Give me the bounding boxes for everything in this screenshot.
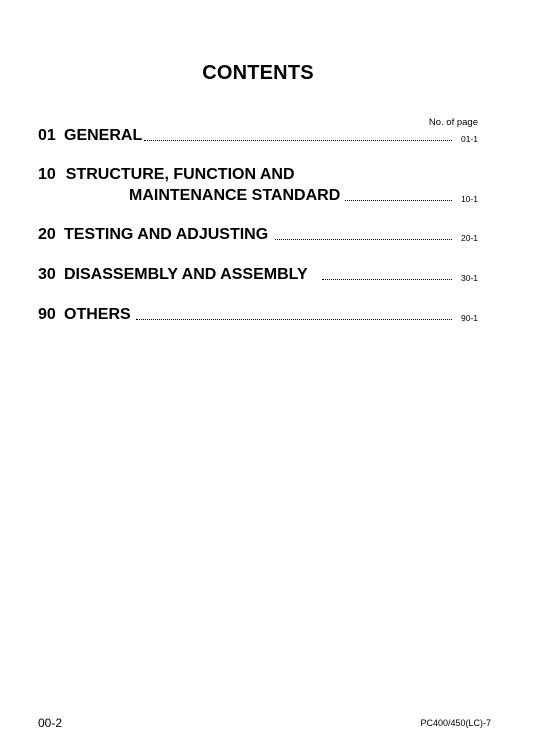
dot-leader: [322, 279, 452, 280]
toc-entry-label: DISASSEMBLY AND ASSEMBLY: [64, 266, 308, 283]
toc-entry-number: 30: [38, 266, 56, 283]
dot-leader: [345, 200, 452, 201]
page-column-header: No. of page: [428, 117, 478, 128]
dot-leader: [275, 239, 452, 240]
toc-entry-number: 01: [38, 127, 56, 144]
toc-entry-label: TESTING AND ADJUSTING: [64, 226, 269, 243]
footer-model: PC400/450(LC)-7: [420, 718, 491, 728]
footer-page-number: 00-2: [38, 716, 63, 730]
toc-entry-page: 90-1: [460, 313, 478, 323]
page-title: CONTENTS: [202, 62, 314, 84]
toc-entry-label: STRUCTURE, FUNCTION AND: [65, 166, 295, 183]
toc-entry-others[interactable]: [38, 305, 478, 325]
toc-entry-structure-line1[interactable]: [38, 165, 295, 185]
toc-entry-page: 20-1: [460, 233, 478, 243]
toc-entry-disassembly[interactable]: [38, 265, 478, 285]
toc-entry-testing[interactable]: [38, 225, 478, 245]
dot-leader: [144, 140, 452, 141]
toc-entry-label: MAINTENANCE STANDARD: [129, 187, 341, 204]
toc-entry-label: OTHERS: [64, 306, 131, 323]
toc-entry-number: 90: [38, 306, 56, 323]
toc-entry-general[interactable]: [38, 126, 478, 146]
toc-entry-page: 30-1: [460, 273, 478, 283]
toc-entry-page: 01-1: [460, 134, 478, 144]
dot-leader: [136, 319, 452, 320]
toc-entry-page: 10-1: [460, 194, 478, 204]
toc-entry-label: GENERAL: [64, 127, 143, 144]
toc-entry-number: 20: [38, 226, 56, 243]
toc-entry-number: 10: [38, 166, 56, 183]
toc-entry-structure-line2[interactable]: [38, 186, 478, 206]
